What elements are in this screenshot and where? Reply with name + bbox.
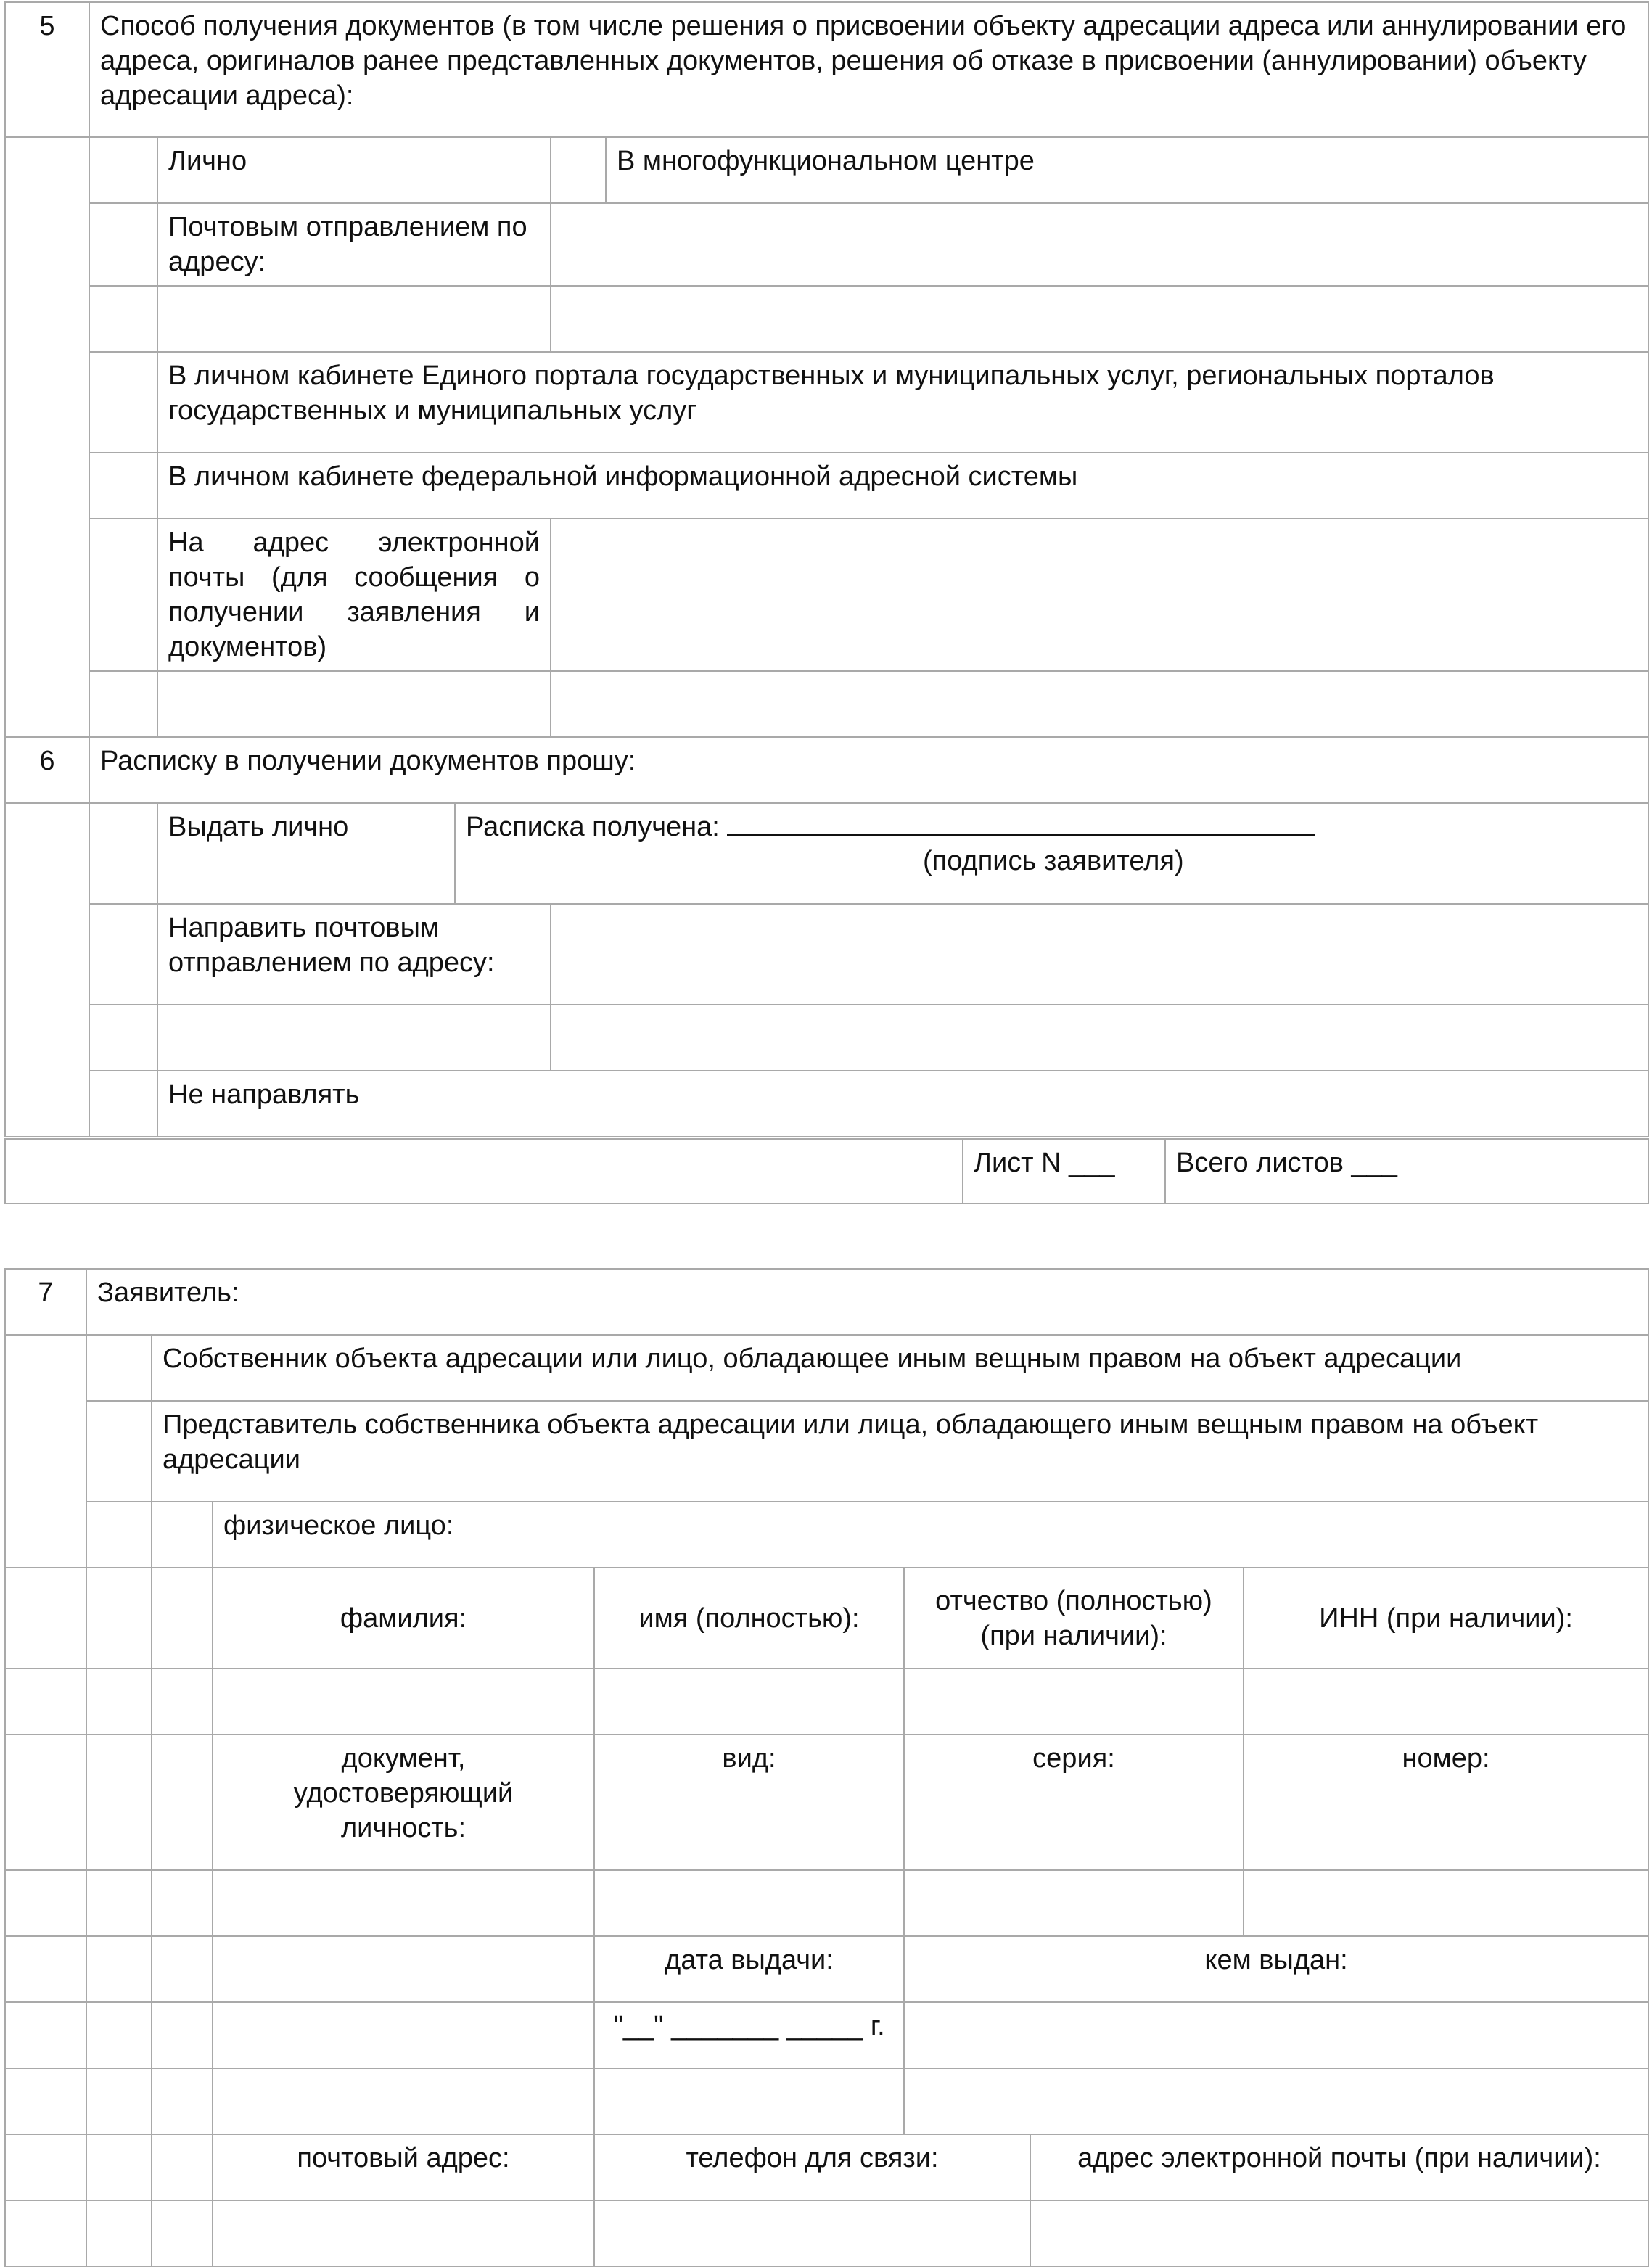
checkbox-in-person[interactable] (89, 137, 157, 203)
option-label-in-person: Лично (157, 137, 551, 203)
signature-line[interactable] (727, 812, 1315, 836)
blank-cell (5, 2200, 86, 2266)
name-field[interactable] (594, 1669, 904, 1735)
label-inn: ИНН (при наличии): (1244, 1568, 1648, 1669)
section-number: 5 (5, 2, 89, 137)
issue-date-field[interactable]: "__" _______ _____ г. (594, 2002, 904, 2068)
option-label-representative: Представитель собственника объекта адресации или лица, обладающего иным вещным правом на объект адресации (152, 1401, 1648, 1502)
section-spacer (5, 803, 89, 1137)
section-heading: Способ получения документов (в том числе решения о присвоении объекту адресации адреса или аннулировании его адреса, оригиналов ранее представленных документов, решения об отказе в присвоении (аннулировании) объекту адресации адреса): (89, 2, 1648, 137)
label-name: имя (полностью): (594, 1568, 904, 1669)
blank-cell (213, 2068, 594, 2134)
option-label-individual: физическое лицо: (213, 1502, 1648, 1568)
label-patronymic: отчество (полностью) (при наличии): (904, 1568, 1244, 1669)
receipt-address-field[interactable] (157, 1005, 551, 1071)
signature-caption: (подпись заявителя) (923, 846, 1184, 876)
checkbox-portal[interactable] (89, 352, 157, 453)
receipt-address-field[interactable] (551, 1005, 1648, 1071)
blank-cell (152, 2134, 213, 2200)
phone-field[interactable] (594, 2200, 1030, 2266)
blank-cell (86, 1502, 152, 1568)
blank-cell (152, 1568, 213, 1669)
sheet-counter (4, 1138, 1649, 1204)
label-doc-number: номер: (1244, 1735, 1648, 1870)
section-spacer (5, 1335, 86, 1568)
section-number: 7 (5, 1269, 86, 1335)
blank-cell (5, 1735, 86, 1870)
section-number: 6 (5, 737, 89, 803)
post-address-field[interactable] (157, 286, 551, 352)
sheet-number: Лист N ___ (963, 1139, 1165, 1204)
blank-cell (152, 2002, 213, 2068)
receipt-signature-cell (455, 803, 1648, 904)
postal-address-field[interactable] (213, 2200, 594, 2266)
blank-cell (5, 1870, 86, 1936)
section-spacer (5, 137, 89, 737)
checkbox-owner[interactable] (86, 1335, 152, 1401)
patronymic-field[interactable] (904, 1669, 1244, 1735)
blank-cell (213, 2002, 594, 2068)
blank-cell (89, 671, 157, 737)
blank-cell (152, 1870, 213, 1936)
checkbox-receipt-in-person[interactable] (89, 803, 157, 904)
blank-cell (86, 2134, 152, 2200)
post-address-field[interactable] (551, 286, 1648, 352)
label-email: адрес электронной почты (при наличии): (1030, 2134, 1648, 2200)
label-id-document: документ, удостоверяющий личность: (213, 1735, 594, 1870)
email-address-field[interactable] (551, 519, 1648, 671)
blank-cell (5, 1669, 86, 1735)
doc-type-field[interactable] (594, 1870, 904, 1936)
option-label-fias: В личном кабинете федеральной информационной адресной системы (157, 453, 1648, 519)
blank-cell (213, 1870, 594, 1936)
blank-cell (5, 2068, 86, 2134)
receipt-label: Расписка получена: (466, 812, 720, 842)
checkbox-individual[interactable] (152, 1502, 213, 1568)
blank-cell (5, 2134, 86, 2200)
email-field[interactable] (1030, 2200, 1648, 2266)
checkbox-email[interactable] (89, 519, 157, 671)
blank-cell (5, 2002, 86, 2068)
option-label-receipt-post: Направить почтовым отправлением по адресу: (157, 904, 551, 1005)
label-postal-address: почтовый адрес: (213, 2134, 594, 2200)
blank-cell (152, 1669, 213, 1735)
post-address-field[interactable] (551, 203, 1648, 286)
option-label-owner: Собственник объекта адресации или лицо, обладающее иным вещным правом на объект адресации (152, 1335, 1648, 1401)
doc-series-field[interactable] (904, 1870, 1244, 1936)
checkbox-receipt-none[interactable] (89, 1071, 157, 1137)
blank-cell (86, 1870, 152, 1936)
blank-cell (89, 1005, 157, 1071)
blank-cell (86, 2200, 152, 2266)
blank-cell (594, 2068, 904, 2134)
blank-cell (213, 1936, 594, 2002)
blank-cell (152, 2068, 213, 2134)
option-label-receipt-none: Не направлять (157, 1071, 1648, 1137)
delivery-table (4, 1, 1649, 1137)
checkbox-representative[interactable] (86, 1401, 152, 1502)
issued-by-field[interactable] (904, 2002, 1648, 2068)
section-heading: Расписку в получении документов прошу: (89, 737, 1648, 803)
total-sheets: Всего листов ___ (1165, 1139, 1648, 1204)
label-doc-series: серия: (904, 1735, 1244, 1870)
blank-cell (86, 2068, 152, 2134)
blank-cell (86, 1936, 152, 2002)
section-heading: Заявитель: (86, 1269, 1648, 1335)
blank-cell (86, 1568, 152, 1669)
blank-cell (86, 1669, 152, 1735)
blank-cell (5, 1936, 86, 2002)
blank-cell (152, 2200, 213, 2266)
receipt-address-field[interactable] (551, 904, 1648, 1005)
surname-field[interactable] (213, 1669, 594, 1735)
applicant-table (4, 1268, 1649, 2267)
option-label-portal: В личном кабинете Единого портала государственных и муниципальных услуг, региональных порталов государственных и муниципальных услуг (157, 352, 1648, 453)
label-surname: фамилия: (213, 1568, 594, 1669)
blank-cell (86, 1735, 152, 1870)
option-label-receipt-in-person: Выдать лично (157, 803, 455, 904)
blank-cell (86, 2002, 152, 2068)
checkbox-mfc[interactable] (551, 137, 606, 203)
blank-cell (5, 1139, 963, 1204)
label-phone: телефон для связи: (594, 2134, 1030, 2200)
blank-cell (5, 1568, 86, 1669)
email-address-field[interactable] (157, 671, 551, 737)
blank-cell (89, 286, 157, 352)
label-doc-type: вид: (594, 1735, 904, 1870)
blank-cell (152, 1735, 213, 1870)
option-label-post: Почтовым отправлением по адресу: (157, 203, 551, 286)
doc-number-field[interactable] (1244, 1870, 1648, 1936)
inn-field[interactable] (1244, 1669, 1648, 1735)
checkbox-post[interactable] (89, 203, 157, 286)
option-label-email: На адрес электронной почты (для сообщения о получении заявления и документов) (157, 519, 551, 671)
email-address-field[interactable] (551, 671, 1648, 737)
checkbox-fias[interactable] (89, 453, 157, 519)
label-issued-by: кем выдан: (904, 1936, 1648, 2002)
option-label-mfc: В многофункциональном центре (606, 137, 1648, 203)
label-issue-date: дата выдачи: (594, 1936, 904, 2002)
issued-by-field[interactable] (904, 2068, 1648, 2134)
blank-cell (152, 1936, 213, 2002)
checkbox-receipt-post[interactable] (89, 904, 157, 1005)
